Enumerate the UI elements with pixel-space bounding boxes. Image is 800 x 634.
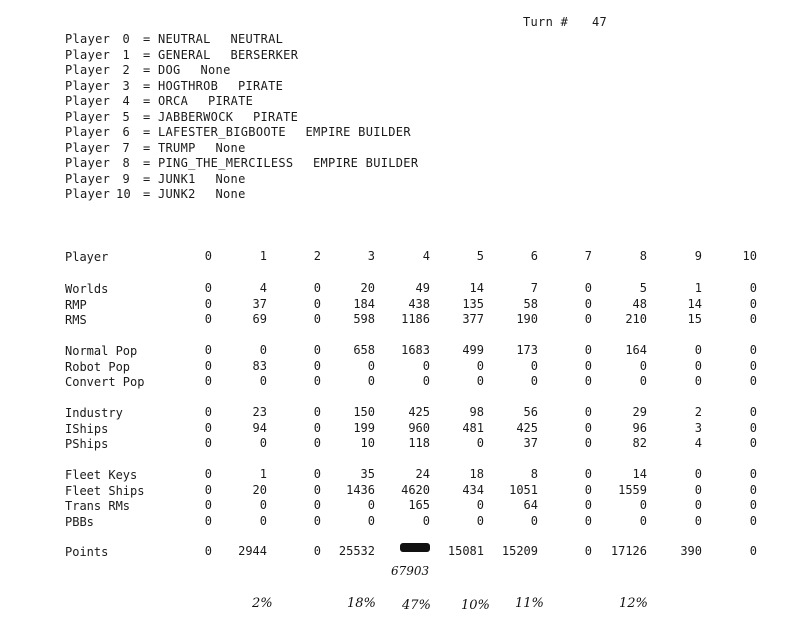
player-line-label: Player [65, 187, 111, 201]
table-cell: 135 [462, 296, 484, 311]
player-line-role: None [215, 187, 246, 201]
table-cell: 210 [625, 312, 647, 326]
table-row-label: Fleet Keys [65, 468, 138, 482]
table-cell: 0 [584, 281, 592, 295]
player-line-label: Player [65, 47, 111, 62]
table-row-label: RMS [65, 313, 87, 327]
player-line-equals: = [143, 63, 151, 77]
player-line-label: Player [65, 156, 111, 170]
player-line-name: JUNK1 [158, 171, 196, 186]
handwritten-percent: 2% [252, 596, 273, 611]
table-row-label: PShips [65, 437, 109, 451]
table-cell: 0 [313, 544, 321, 558]
table-cell: 0 [584, 420, 592, 435]
table-cell: 0 [367, 358, 375, 373]
player-line-name: PING_THE_MERCILESS [158, 156, 294, 170]
table-cell: 0 [259, 374, 267, 388]
table-cell: 7 [530, 281, 538, 295]
handwritten-percent: 10% [461, 598, 490, 613]
table-cell: 0 [749, 513, 757, 528]
player-line-number: 9 [122, 171, 130, 186]
table-cell: 0 [204, 436, 212, 450]
table-cell: 199 [353, 420, 375, 435]
player-line-number: 4 [122, 94, 130, 108]
table-cell: 15 [687, 312, 702, 326]
table-cell: 29 [632, 405, 647, 419]
player-line-equals: = [143, 78, 151, 93]
handwritten-points-correction: 67903 [391, 564, 430, 578]
table-cell: 0 [313, 467, 321, 481]
table-cell: 164 [625, 343, 647, 357]
table-cell: 0 [584, 296, 592, 311]
player-line-role: PIRATE [253, 109, 299, 124]
table-cell: 0 [530, 513, 538, 528]
table-cell: 69 [252, 312, 267, 326]
table-cell: 5 [476, 249, 484, 263]
table-cell: 0 [313, 281, 321, 295]
table-cell: 0 [584, 498, 592, 512]
table-cell: 0 [204, 374, 212, 388]
player-line-name: TRUMP [158, 140, 196, 155]
table-cell: 425 [516, 420, 538, 435]
table-cell: 8 [639, 249, 647, 263]
table-cell: 7 [584, 249, 592, 263]
table-cell: 0 [476, 498, 484, 512]
table-row-label: IShips [65, 421, 109, 436]
player-line-role: EMPIRE BUILDER [305, 125, 411, 139]
table-cell: 0 [259, 343, 267, 357]
table-cell: 0 [476, 374, 484, 388]
table-cell: 0 [749, 420, 757, 435]
table-cell: 0 [584, 343, 592, 357]
table-cell: 2944 [238, 544, 267, 558]
player-line-role: EMPIRE BUILDER [313, 156, 419, 170]
table-cell: 0 [313, 358, 321, 373]
table-cell: 10 [360, 436, 375, 450]
table-cell: 10 [742, 249, 757, 263]
player-line-name: ORCA [158, 94, 189, 108]
player-line-number: 5 [122, 109, 130, 124]
table-cell: 4 [422, 249, 430, 263]
player-line-role: None [215, 171, 246, 186]
table-row-label: PBBs [65, 514, 94, 529]
table-cell: 37 [252, 296, 267, 311]
table-cell: 0 [313, 513, 321, 528]
table-cell: 598 [353, 312, 375, 326]
table-cell: 190 [516, 312, 538, 326]
table-cell: 0 [313, 436, 321, 450]
table-cell: 0 [749, 296, 757, 311]
table-cell: 0 [204, 467, 212, 481]
player-line-name: HOGTHROB [158, 78, 219, 93]
table-cell: 481 [462, 420, 484, 435]
table-cell: 0 [259, 436, 267, 450]
table-cell: 98 [469, 405, 484, 419]
table-row-label: Fleet Ships [65, 483, 145, 498]
table-cell: 434 [462, 482, 484, 497]
player-line-label: Player [65, 78, 111, 93]
table-cell: 94 [252, 420, 267, 435]
table-cell: 6 [530, 249, 538, 263]
table-row-label: Worlds [65, 282, 109, 296]
table-cell: 0 [584, 312, 592, 326]
table-row-label: Trans RMs [65, 499, 131, 513]
table-cell: 0 [749, 358, 757, 373]
handwritten-percent: 11% [515, 596, 544, 611]
table-cell: 0 [694, 513, 702, 528]
table-cell: 0 [259, 498, 267, 512]
table-cell: 0 [639, 358, 647, 373]
table-cell: 0 [694, 343, 702, 357]
table-cell: 0 [694, 358, 702, 373]
table-cell: 0 [204, 281, 212, 295]
player-line-number: 2 [122, 63, 130, 77]
player-line-name: JUNK2 [158, 187, 196, 201]
table-cell: 0 [476, 358, 484, 373]
player-line-label: Player [65, 63, 111, 77]
table-cell: 24 [415, 467, 430, 481]
table-cell: 1436 [346, 482, 375, 497]
table-cell: 173 [516, 343, 538, 357]
table-cell: 64 [523, 498, 538, 512]
player-line-equals: = [143, 47, 151, 62]
table-cell: 0 [204, 420, 212, 435]
table-cell: 0 [204, 482, 212, 497]
player-line-equals: = [143, 125, 151, 139]
player-line-number: 8 [122, 156, 130, 170]
table-cell: 0 [694, 498, 702, 512]
player-line-name: DOG [158, 63, 181, 77]
table-cell: 0 [422, 513, 430, 528]
player-line-label: Player [65, 109, 111, 124]
table-cell: 165 [408, 498, 430, 512]
player-line-role: NEUTRAL [230, 32, 284, 46]
player-line-name: LAFESTER_BIGBOOTE [158, 125, 286, 139]
table-cell: 0 [749, 374, 757, 388]
table-cell: 0 [749, 312, 757, 326]
table-cell: 0 [584, 436, 592, 450]
table-cell: 0 [313, 343, 321, 357]
table-cell: 0 [313, 482, 321, 497]
scribbled-out-value [400, 543, 430, 552]
player-line-equals: = [143, 140, 151, 155]
table-cell: 0 [584, 405, 592, 419]
table-header-row-label: Player [65, 250, 109, 264]
table-cell: 1683 [401, 343, 430, 357]
table-cell: 184 [353, 296, 375, 311]
table-cell: 23 [252, 405, 267, 419]
player-line-role: None [215, 140, 246, 155]
table-cell: 2 [694, 405, 702, 419]
table-cell: 0 [313, 312, 321, 326]
table-cell: 0 [367, 498, 375, 512]
table-cell: 0 [422, 374, 430, 388]
table-cell: 438 [408, 296, 430, 311]
table-cell: 0 [694, 467, 702, 481]
handwritten-percent: 12% [619, 596, 648, 611]
player-line-equals: = [143, 156, 151, 170]
table-cell: 0 [530, 358, 538, 373]
table-cell: 1 [259, 467, 267, 481]
table-cell: 0 [749, 467, 757, 481]
player-line-number: 1 [122, 47, 130, 62]
table-cell: 0 [204, 405, 212, 419]
player-line-equals: = [143, 109, 151, 124]
table-cell: 15081 [447, 544, 484, 558]
table-cell: 49 [415, 281, 430, 295]
table-cell: 0 [584, 467, 592, 481]
turn-label: Turn # [523, 15, 569, 29]
table-cell: 0 [204, 296, 212, 311]
table-cell: 0 [313, 405, 321, 419]
player-line-label: Player [65, 32, 111, 46]
table-cell: 9 [694, 249, 702, 263]
table-cell: 14 [632, 467, 647, 481]
table-row-label: RMP [65, 297, 87, 312]
table-cell: 0 [313, 374, 321, 388]
table-row-label: Convert Pop [65, 375, 145, 389]
table-cell: 1 [259, 249, 267, 263]
table-cell: 0 [749, 436, 757, 450]
table-cell: 37 [523, 436, 538, 450]
player-line-equals: = [143, 171, 151, 186]
table-cell: 0 [476, 513, 484, 528]
player-line-name: JABBERWOCK [158, 109, 234, 124]
player-line-equals: = [143, 32, 151, 46]
table-cell: 0 [749, 405, 757, 419]
table-cell: 0 [749, 482, 757, 497]
table-cell: 14 [469, 281, 484, 295]
table-cell: 2 [313, 249, 321, 263]
table-cell: 0 [639, 513, 647, 528]
handwritten-percent: 18% [347, 596, 376, 611]
player-line-name: GENERAL [158, 47, 211, 62]
table-cell: 390 [680, 544, 702, 558]
player-line-number: 3 [122, 78, 130, 93]
table-cell: 83 [252, 358, 267, 373]
table-cell: 0 [584, 544, 592, 558]
table-cell: 3 [367, 249, 375, 263]
table-cell: 20 [360, 281, 375, 295]
player-line-name: NEUTRAL [158, 32, 211, 46]
table-cell: 0 [584, 513, 592, 528]
table-cell: 56 [523, 405, 538, 419]
table-cell: 0 [639, 374, 647, 388]
table-cell: 150 [353, 405, 375, 419]
table-cell: 8 [530, 467, 538, 481]
table-cell: 0 [639, 498, 647, 512]
table-cell: 118 [408, 436, 430, 450]
table-cell: 0 [313, 420, 321, 435]
table-cell: 18 [469, 467, 484, 481]
table-cell: 5 [639, 281, 647, 295]
table-cell: 96 [632, 420, 647, 435]
player-line-role: PIRATE [238, 78, 284, 93]
table-cell: 0 [584, 482, 592, 497]
table-cell: 425 [408, 405, 430, 419]
table-cell: 0 [204, 498, 212, 512]
table-cell: 0 [204, 343, 212, 357]
table-cell: 499 [462, 343, 484, 357]
table-cell: 0 [313, 498, 321, 512]
table-cell: 0 [584, 374, 592, 388]
table-cell: 25532 [338, 544, 375, 558]
table-cell: 1051 [509, 482, 538, 497]
table-cell: 0 [584, 358, 592, 373]
table-row-label: Robot Pop [65, 359, 131, 374]
table-cell: 377 [462, 312, 484, 326]
table-cell: 58 [523, 296, 538, 311]
player-line-equals: = [143, 187, 151, 201]
table-cell: 0 [530, 374, 538, 388]
table-cell: 1559 [618, 482, 647, 497]
table-cell: 4 [259, 281, 267, 295]
player-line-number: 10 [116, 187, 132, 201]
player-line-number: 0 [122, 32, 130, 46]
table-cell: 0 [204, 249, 212, 263]
table-cell: 35 [360, 467, 375, 481]
player-line-label: Player [65, 125, 111, 139]
table-cell: 1186 [401, 312, 430, 326]
table-cell: 0 [749, 281, 757, 295]
table-cell: 0 [204, 544, 212, 558]
turn-number: 47 [592, 15, 608, 29]
table-cell: 0 [749, 343, 757, 357]
table-cell: 0 [204, 358, 212, 373]
table-cell: 20 [252, 482, 267, 497]
table-cell: 15209 [501, 544, 538, 558]
player-line-label: Player [65, 94, 111, 108]
table-cell: 960 [408, 420, 430, 435]
table-cell: 4 [694, 436, 702, 450]
handwritten-percent: 47% [402, 598, 431, 613]
points-row-label: Points [65, 545, 109, 559]
table-cell: 0 [749, 544, 757, 558]
table-cell: 48 [632, 296, 647, 311]
table-cell: 0 [476, 436, 484, 450]
player-line-equals: = [143, 94, 151, 108]
player-line-role: None [200, 63, 231, 77]
table-cell: 0 [694, 482, 702, 497]
table-cell: 82 [632, 436, 647, 450]
player-line-number: 6 [122, 125, 130, 139]
player-line-label: Player [65, 171, 111, 186]
table-cell: 0 [422, 358, 430, 373]
table-cell: 4620 [401, 482, 430, 497]
table-cell: 14 [687, 296, 702, 311]
table-cell: 1 [694, 281, 702, 295]
player-line-label: Player [65, 140, 111, 155]
table-row-label: Industry [65, 406, 123, 420]
table-cell: 0 [367, 374, 375, 388]
table-cell: 658 [353, 343, 375, 357]
table-cell: 3 [694, 420, 702, 435]
table-cell: 0 [204, 312, 212, 326]
player-line-role: BERSERKER [230, 47, 299, 62]
player-line-role: PIRATE [208, 94, 254, 108]
table-cell: 0 [694, 374, 702, 388]
table-cell: 0 [367, 513, 375, 528]
table-cell: 17126 [610, 544, 647, 558]
table-cell: 0 [259, 513, 267, 528]
player-line-number: 7 [122, 140, 130, 155]
table-cell: 0 [313, 296, 321, 311]
table-cell: 0 [749, 498, 757, 512]
table-cell: 0 [204, 513, 212, 528]
table-row-label: Normal Pop [65, 344, 138, 358]
